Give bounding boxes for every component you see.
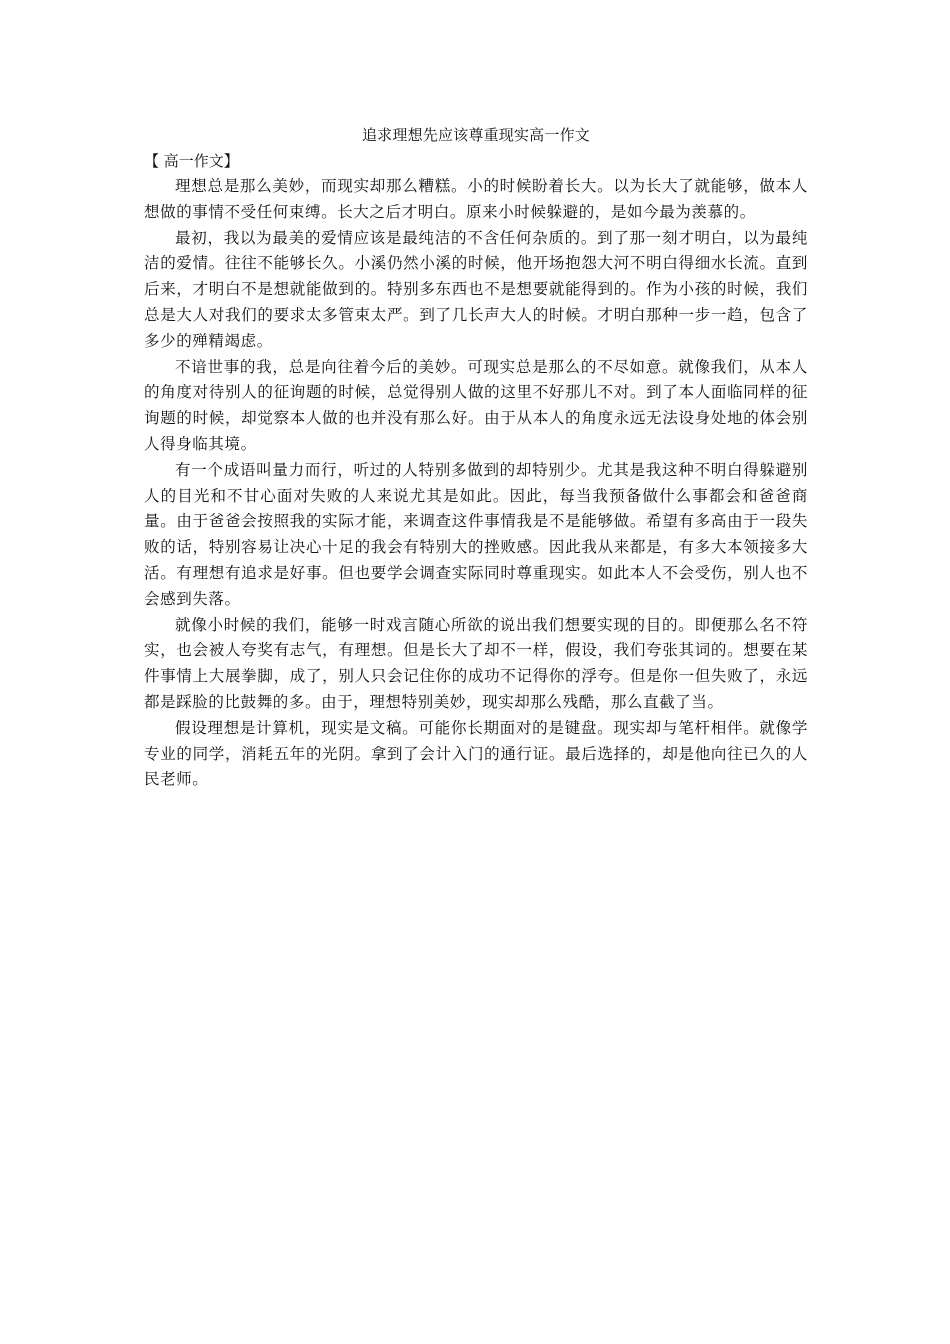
paragraph-3: 不谙世事的我，总是向往着今后的美妙。可现实总是那么的不尽如意。就像我们，从本人的角度对待别人的征询题的时候，总觉得别人做的这里不好那儿不对。到了本人面临同样的征询题的时候，却觉察本人做的也并没有那么好。由于从本人的角度永远无法设身处地的体会别人得身临其境。	[144, 357, 808, 453]
document-page	[144, 122, 808, 793]
paragraph-2: 最初，我以为最美的爱情应该是最纯洁的不含任何杂质的。到了那一刻才明白，以为最纯洁的爱情。往往不能够长久。小溪仍然小溪的时候，他开场抱怨大河不明白得细水长流。直到后来，才明白不是想就能做到的。特别多东西也不是想要就能得到的。作为小孩的时候，我们总是大人对我们的要求太多管束太严。到了几长声大人的时候。才明白那种一步一趋，包含了多少的殚精竭虑。	[144, 228, 808, 350]
category-label: 【 高一作文】	[144, 152, 239, 170]
paragraph-4: 有一个成语叫量力而行，听过的人特别多做到的却特别少。尤其是我这种不明白得躲避别人的目光和不甘心面对失败的人来说尤其是如此。因此，每当我预备做什么事都会和爸爸商量。由于爸爸会按照我的实际才能，来调查这件事情我是不是能够做。希望有多高由于一段失败的话，特别容易让决心十足的我会有特别大的挫败感。因此我从来都是，有多大本领接多大活。有理想有追求是好事。但也要学会调查实际同时尊重现实。如此本人不会受伤，别人也不会感到失落。	[144, 460, 808, 608]
paragraph-1: 理想总是那么美妙，而现实却那么糟糕。小的时候盼着长大。以为长大了就能够，做本人想做的事情不受任何束缚。长大之后才明白。原来小时候躲避的，是如今最为羡慕的。	[144, 177, 808, 221]
paragraph-6: 假设理想是计算机，现实是文稿。可能你长期面对的是键盘。现实却与笔杆相伴。就像学专业的同学，消耗五年的光阴。拿到了会计入门的通行证。最后选择的，却是他向往已久的人民老师。	[144, 718, 808, 789]
document-title: 追求理想先应该尊重现实高一作文	[361, 126, 590, 144]
paragraph-5: 就像小时候的我们，能够一时戏言随心所欲的说出我们想要实现的目的。即便那么名不符实，也会被人夸奖有志气，有理想。但是长大了却不一样，假设，我们夸张其词的。想要在某件事情上大展拳脚，成了，别人只会记住你的成功不记得你的浮夸。但是你一但失败了，永远都是踩脸的比鼓舞的多。由于，理想特别美妙，现实却那么残酷，那么直截了当。	[144, 615, 808, 711]
